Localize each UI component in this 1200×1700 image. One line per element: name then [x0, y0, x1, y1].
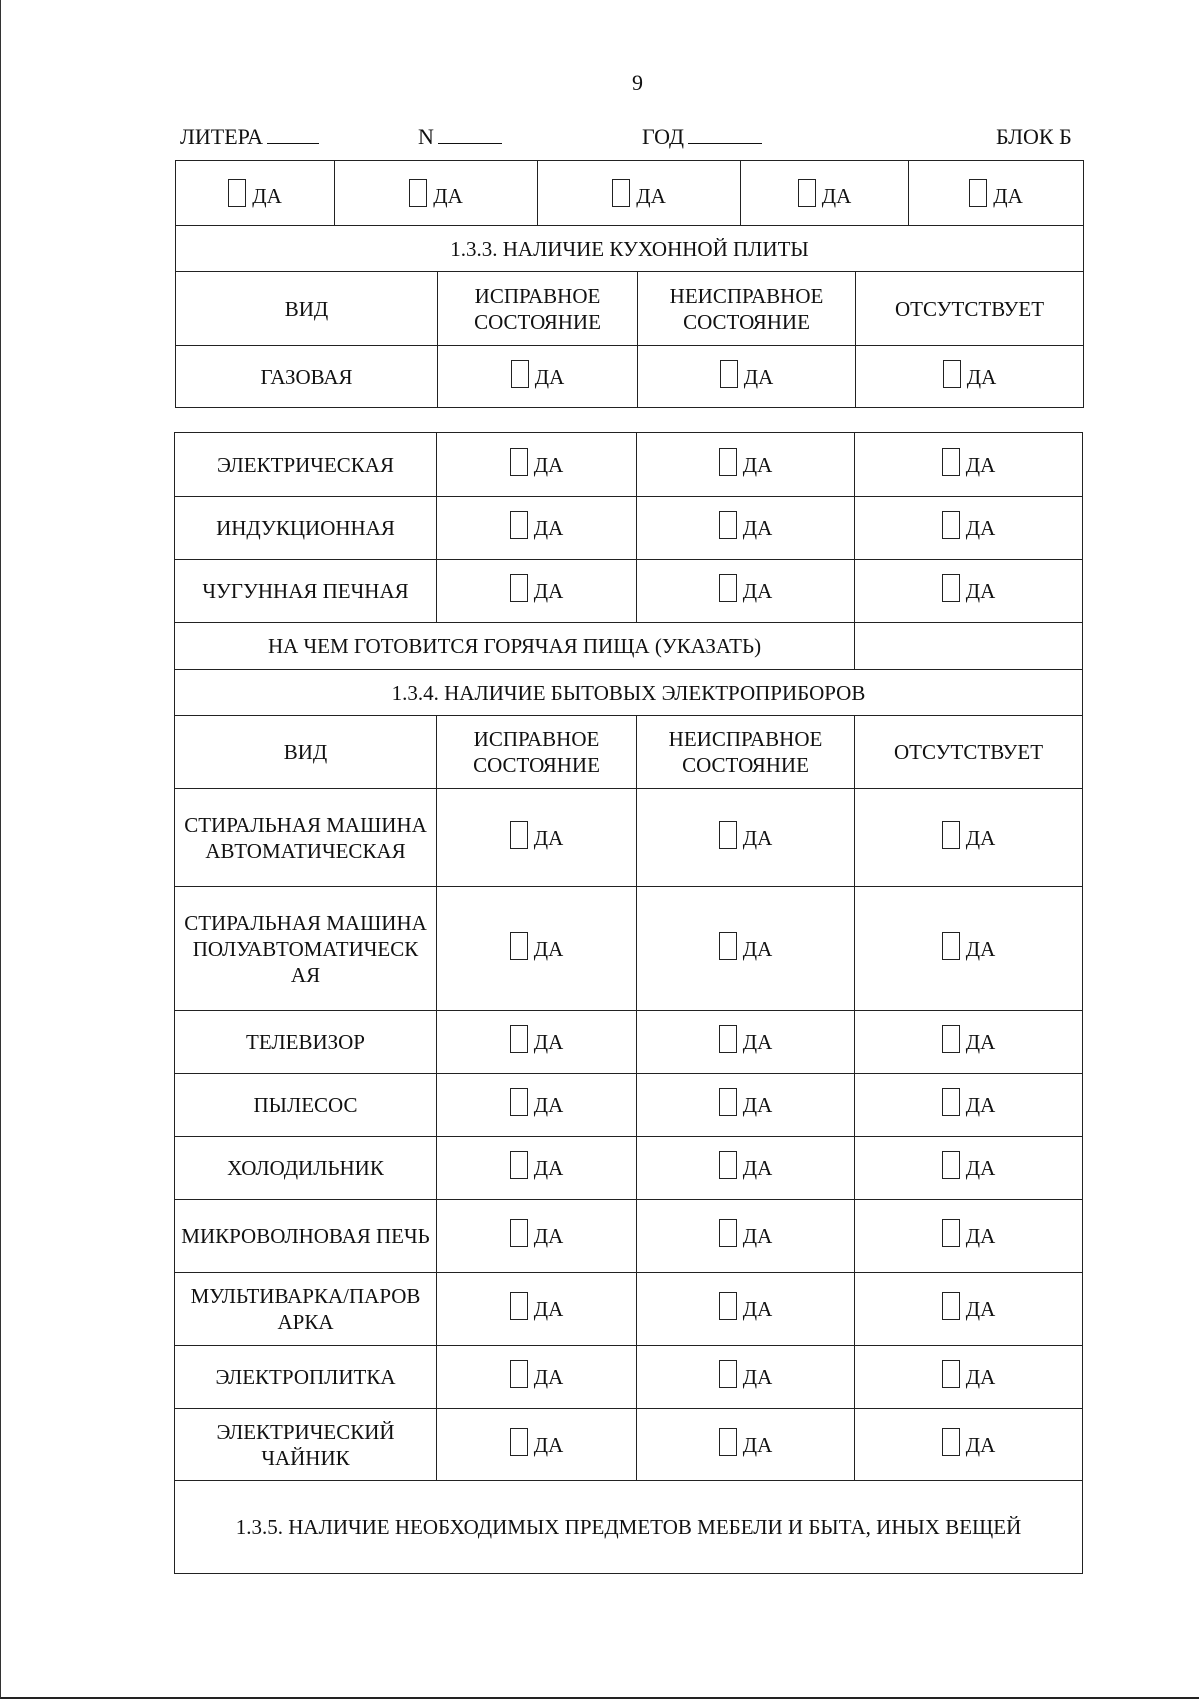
- checkbox[interactable]: [510, 932, 528, 960]
- yes-cell: [855, 497, 1083, 560]
- yes-label: ДА: [965, 452, 996, 477]
- yes-cell: [855, 789, 1083, 887]
- yes-cell: [438, 346, 638, 408]
- yes-label: ДА: [965, 1156, 996, 1180]
- yes-label: ДА: [965, 1365, 996, 1389]
- yes-label: ДА: [533, 1093, 564, 1117]
- checkbox[interactable]: [510, 448, 528, 476]
- yes-label: ДА: [742, 936, 773, 961]
- table-row: [175, 1346, 1083, 1409]
- yes-cell: [855, 1273, 1083, 1346]
- yes-label: ДА: [966, 364, 997, 389]
- yes-label: ДА: [533, 1030, 564, 1054]
- yes-cell: [855, 1346, 1083, 1409]
- checkbox[interactable]: [942, 1292, 960, 1320]
- yes-cell: [638, 346, 856, 408]
- col-header-working: ИСПРАВНОЕ СОСТОЯНИЕ: [437, 716, 637, 789]
- checkbox[interactable]: [942, 821, 960, 849]
- yes-label: ДА: [965, 825, 996, 850]
- yes-label: ДА: [821, 184, 852, 208]
- yes-cell: [437, 433, 637, 497]
- yes-cell: [335, 161, 538, 225]
- column-header-row: [176, 272, 1084, 346]
- checkbox[interactable]: [719, 448, 737, 476]
- yes-cell: [437, 1011, 637, 1074]
- year-label: ГОД: [642, 124, 684, 149]
- checkbox[interactable]: [798, 179, 816, 207]
- yes-cell: [909, 161, 1083, 225]
- checkbox[interactable]: [719, 1025, 737, 1053]
- yes-label: ДА: [965, 1030, 996, 1054]
- checkbox[interactable]: [510, 1292, 528, 1320]
- stove-and-appliances-table: [174, 432, 1083, 1574]
- form-header: [180, 124, 1080, 154]
- yes-label: ДА: [533, 516, 564, 540]
- number-field: [418, 124, 502, 150]
- yes-cell: [437, 560, 637, 623]
- yes-label: ДА: [433, 184, 463, 208]
- row-label: ПЫЛЕСОС: [175, 1074, 437, 1137]
- checkbox[interactable]: [942, 511, 960, 539]
- checkbox[interactable]: [510, 511, 528, 539]
- yes-label: ДА: [636, 184, 666, 208]
- checkbox[interactable]: [942, 1151, 960, 1179]
- furniture-section-title: 1.3.5. НАЛИЧИЕ НЕОБХОДИМЫХ ПРЕДМЕТОВ МЕБЕЛИ И БЫТА, ИНЫХ ВЕЩЕЙ: [175, 1481, 1083, 1574]
- yes-label: ДА: [993, 184, 1023, 208]
- row-label: СТИРАЛЬНАЯ МАШИНА АВТОМАТИЧЕСКАЯ: [175, 789, 437, 887]
- yes-cell: [437, 497, 637, 560]
- col-header-type: ВИД: [175, 716, 437, 789]
- col-header-absent: ОТСУТСТВУЕТ: [855, 716, 1083, 789]
- table-row: [175, 1273, 1083, 1346]
- yes-cell: [637, 1200, 855, 1273]
- table-row: [175, 1200, 1083, 1273]
- col-header-absent: ОТСУТСТВУЕТ: [856, 272, 1084, 346]
- checkbox[interactable]: [719, 821, 737, 849]
- table-row: [175, 1409, 1083, 1481]
- yes-cell: [741, 161, 909, 225]
- row-label: ТЕЛЕВИЗОР: [175, 1011, 437, 1074]
- yes-cell: [637, 887, 855, 1011]
- yes-label: ДА: [742, 1297, 773, 1321]
- table-row: [175, 789, 1083, 887]
- checkbox[interactable]: [942, 1025, 960, 1053]
- checkbox[interactable]: [719, 1151, 737, 1179]
- yes-label: ДА: [965, 1093, 996, 1117]
- yes-cell: [637, 1273, 855, 1346]
- litera-label: ЛИТЕРА: [180, 124, 263, 149]
- col-header-broken: НЕИСПРАВНОЕ СОСТОЯНИЕ: [638, 272, 856, 346]
- yes-cell: [637, 789, 855, 887]
- yes-cell: [855, 1074, 1083, 1137]
- yes-label: ДА: [252, 184, 282, 208]
- yes-cell: [856, 346, 1084, 408]
- yes-label: ДА: [743, 364, 774, 389]
- checkbox[interactable]: [942, 1088, 960, 1116]
- yes-cell: [637, 1074, 855, 1137]
- yes-label: ДА: [533, 1297, 564, 1321]
- yes-cell: [538, 161, 741, 225]
- checkbox[interactable]: [720, 360, 738, 388]
- row-label: МИКРОВОЛНОВАЯ ПЕЧЬ: [175, 1200, 437, 1273]
- year-field: [642, 124, 762, 150]
- table-row: [176, 346, 1084, 408]
- yes-cell: [437, 1200, 637, 1273]
- yes-label: ДА: [533, 1156, 564, 1180]
- col-header-type: ВИД: [176, 272, 438, 346]
- checkbox[interactable]: [719, 1088, 737, 1116]
- yes-label: ДА: [742, 1224, 773, 1248]
- table-row: [175, 1011, 1083, 1074]
- yes-label: ДА: [533, 1365, 564, 1389]
- block-label: БЛОК Б: [996, 124, 1072, 149]
- yes-cell: [437, 1273, 637, 1346]
- section-row: [175, 670, 1083, 716]
- yes-cell: [437, 1409, 637, 1481]
- checkbox[interactable]: [510, 1088, 528, 1116]
- yes-checkbox-strip: [176, 161, 1084, 226]
- yes-cell: [855, 1200, 1083, 1273]
- row-label: ХОЛОДИЛЬНИК: [175, 1137, 437, 1200]
- row-label: ЭЛЕКТРИЧЕСКИЙ ЧАЙНИК: [175, 1409, 437, 1481]
- checkbox[interactable]: [942, 932, 960, 960]
- checkbox[interactable]: [719, 1428, 737, 1456]
- checkbox[interactable]: [510, 821, 528, 849]
- section-row: [176, 226, 1084, 272]
- checkbox[interactable]: [510, 1428, 528, 1456]
- yes-label: ДА: [742, 1093, 773, 1117]
- checkbox[interactable]: [510, 1219, 528, 1247]
- yes-checkbox-row: [176, 161, 1084, 226]
- yes-cell: [437, 789, 637, 887]
- table-row: [175, 1074, 1083, 1137]
- yes-cell: [637, 1011, 855, 1074]
- yes-cell: [637, 497, 855, 560]
- appliances-section-title: 1.3.4. НАЛИЧИЕ БЫТОВЫХ ЭЛЕКТРОПРИБОРОВ: [175, 670, 1083, 716]
- page-number: 9: [632, 70, 643, 95]
- yes-cell: [855, 887, 1083, 1011]
- yes-label: ДА: [742, 825, 773, 850]
- checkbox[interactable]: [942, 1360, 960, 1388]
- yes-cell: [437, 1074, 637, 1137]
- kitchen-stove-table: [175, 160, 1084, 408]
- litera-input[interactable]: [267, 125, 319, 144]
- hot-food-row: [175, 623, 1083, 670]
- yes-label: ДА: [742, 452, 773, 477]
- yes-cell: [637, 1409, 855, 1481]
- year-input[interactable]: [688, 125, 762, 144]
- column-header-row: [175, 716, 1083, 789]
- hot-food-input[interactable]: [855, 623, 1083, 670]
- row-label: ЭЛЕКТРИЧЕСКАЯ: [175, 433, 437, 497]
- yes-label: ДА: [742, 516, 773, 540]
- table-row: [175, 433, 1083, 497]
- yes-label: ДА: [965, 516, 996, 540]
- checkbox[interactable]: [719, 1360, 737, 1388]
- table-row: [175, 560, 1083, 623]
- number-input[interactable]: [438, 125, 502, 144]
- checkbox[interactable]: [228, 179, 246, 207]
- yes-label: ДА: [533, 452, 564, 477]
- yes-cell: [437, 887, 637, 1011]
- yes-cell: [855, 560, 1083, 623]
- table-row: [175, 497, 1083, 560]
- yes-label: ДА: [742, 1030, 773, 1054]
- yes-label: ДА: [965, 936, 996, 961]
- row-label: ЧУГУННАЯ ПЕЧНАЯ: [175, 560, 437, 623]
- yes-label: ДА: [965, 1297, 996, 1321]
- checkbox[interactable]: [510, 1025, 528, 1053]
- checkbox[interactable]: [511, 360, 529, 388]
- yes-label: ДА: [965, 1224, 996, 1248]
- yes-label: ДА: [742, 1365, 773, 1389]
- checkbox[interactable]: [719, 574, 737, 602]
- yes-cell: [855, 1137, 1083, 1200]
- checkbox[interactable]: [942, 448, 960, 476]
- yes-label: ДА: [534, 364, 565, 389]
- checkbox[interactable]: [942, 1428, 960, 1456]
- table-row: [175, 1137, 1083, 1200]
- number-label: N: [418, 124, 434, 149]
- kitchen-stove-section-title: 1.3.3. НАЛИЧИЕ КУХОННОЙ ПЛИТЫ: [176, 226, 1084, 272]
- row-label: СТИРАЛЬНАЯ МАШИНА ПОЛУАВТОМАТИЧЕСК АЯ: [175, 887, 437, 1011]
- table-row: [175, 887, 1083, 1011]
- yes-cell: [637, 1346, 855, 1409]
- row-label: ИНДУКЦИОННАЯ: [175, 497, 437, 560]
- checkbox[interactable]: [719, 1292, 737, 1320]
- yes-cell: [855, 1409, 1083, 1481]
- checkbox[interactable]: [510, 574, 528, 602]
- checkbox[interactable]: [942, 574, 960, 602]
- yes-label: ДА: [533, 825, 564, 850]
- yes-label: ДА: [533, 1432, 564, 1457]
- checkbox[interactable]: [943, 360, 961, 388]
- row-label: ГАЗОВАЯ: [176, 346, 438, 408]
- yes-label: ДА: [742, 1432, 773, 1457]
- checkbox[interactable]: [510, 1360, 528, 1388]
- yes-cell: [637, 1137, 855, 1200]
- yes-label: ДА: [965, 579, 996, 603]
- yes-cell: [637, 560, 855, 623]
- yes-cell: [855, 1011, 1083, 1074]
- yes-cell: [637, 433, 855, 497]
- yes-label: ДА: [742, 1156, 773, 1180]
- checkbox[interactable]: [510, 1151, 528, 1179]
- section-row: [175, 1481, 1083, 1574]
- yes-label: ДА: [533, 1224, 564, 1248]
- col-header-working: ИСПРАВНОЕ СОСТОЯНИЕ: [438, 272, 638, 346]
- checkbox[interactable]: [719, 932, 737, 960]
- yes-cell: [437, 1137, 637, 1200]
- yes-label: ДА: [533, 579, 564, 603]
- hot-food-label: НА ЧЕМ ГОТОВИТСЯ ГОРЯЧАЯ ПИЩА (УКАЗАТЬ): [175, 623, 855, 670]
- checkbox[interactable]: [719, 511, 737, 539]
- yes-cell: [437, 1346, 637, 1409]
- checkbox[interactable]: [969, 179, 987, 207]
- checkbox[interactable]: [719, 1219, 737, 1247]
- checkbox[interactable]: [612, 179, 630, 207]
- row-label: МУЛЬТИВАРКА/ПАРОВ АРКА: [175, 1273, 437, 1346]
- checkbox[interactable]: [942, 1219, 960, 1247]
- yes-label: ДА: [965, 1432, 996, 1457]
- yes-label: ДА: [533, 936, 564, 961]
- yes-cell: [855, 433, 1083, 497]
- row-label: ЭЛЕКТРОПЛИТКА: [175, 1346, 437, 1409]
- checkbox[interactable]: [409, 179, 427, 207]
- col-header-broken: НЕИСПРАВНОЕ СОСТОЯНИЕ: [637, 716, 855, 789]
- litera-field: [180, 124, 319, 150]
- yes-cell: [176, 161, 335, 225]
- yes-label: ДА: [742, 579, 773, 603]
